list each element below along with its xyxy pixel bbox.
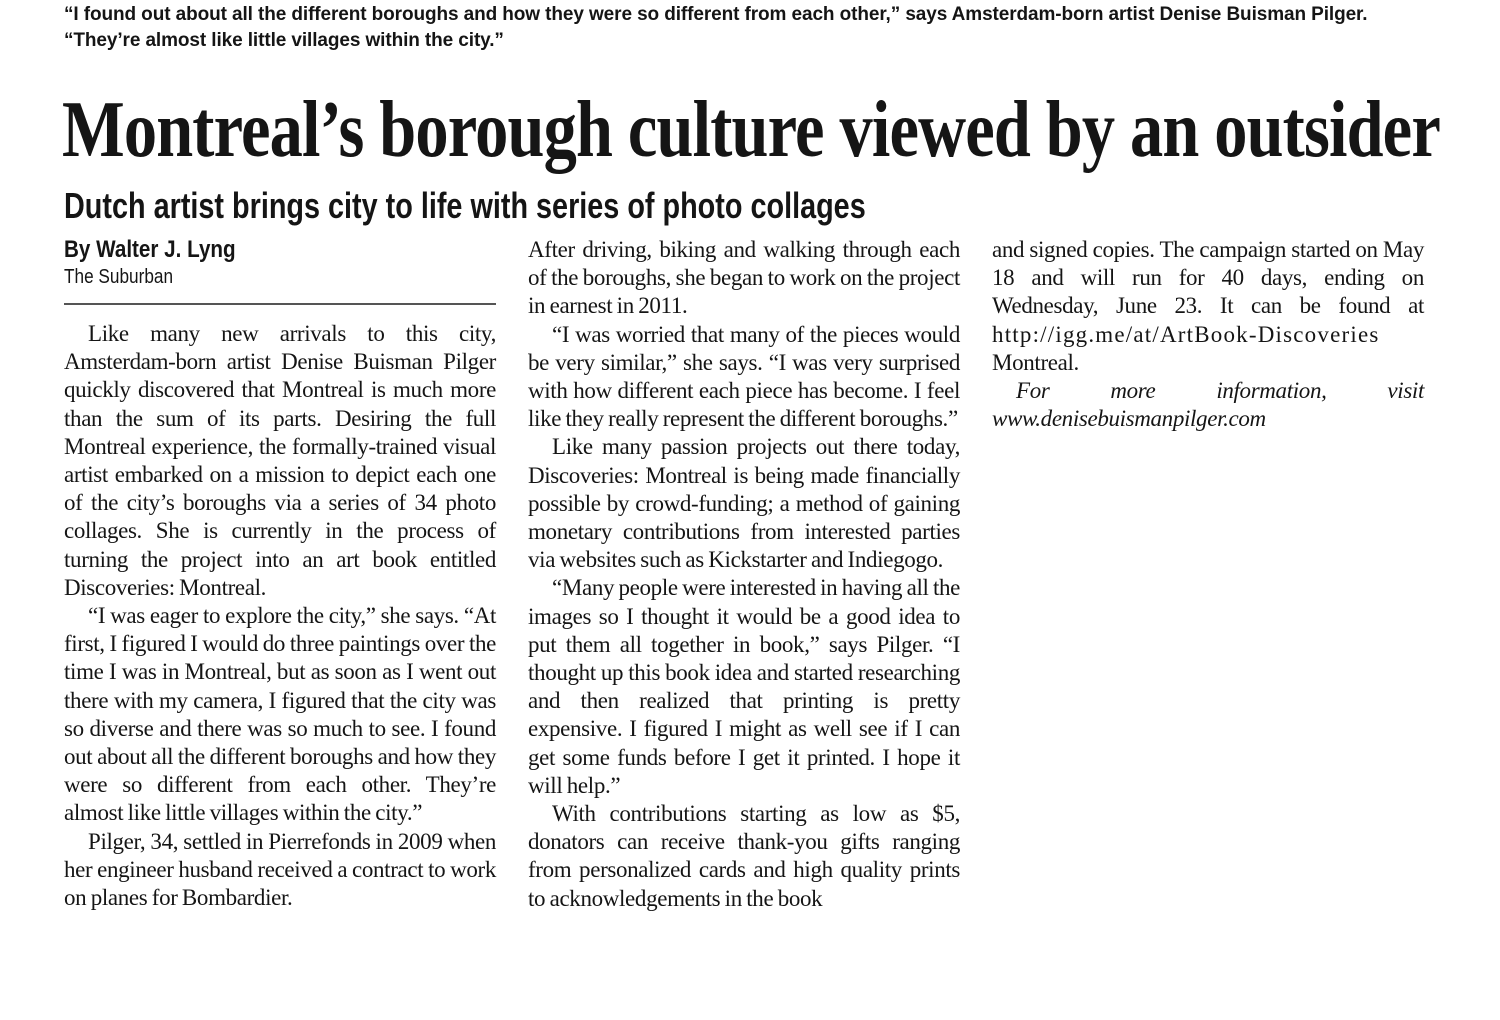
more-info-line: For more information, visit www.denisebuismanpilger.com <box>992 378 1424 432</box>
paragraph: “Many people were interested in having all the images so I thought it would be a good idea to put them all together in book,” says Pilger. “I thought up this book idea and started researching and then realized that printing is pretty expensive. I figured I might as well see if I can get some funds before I get it printed. I hope it will help.” <box>528 575 960 798</box>
paragraph: Like many passion projects out there today, Discoveries: Montreal is being made financially possible by crowd-funding; a method of gaining monetary contributions from interested parties via websites such as Kickstarter and Indiegogo. <box>528 434 960 573</box>
byline <box>64 236 496 290</box>
byline-publication: The Suburban <box>64 266 174 288</box>
paragraph: “I was eager to explore the city,” she says. “At first, I figured I would do three paintings over the time I was in Montreal, but as soon as I went out there with my camera, I figured that the city was so diverse and there was so much to see. I found out about all the different boroughs and how they were so different from each other. They’re almost like little villages within the city.” <box>64 603 496 826</box>
paragraph: After driving, biking and walking through each of the boroughs, she began to work on the project in earnest in 2011. <box>528 237 960 319</box>
headline: Montreal’s borough culture viewed by an outsider <box>62 86 1440 174</box>
paragraph: With contributions starting as low as $5, donators can receive thank-you gifts ranging from personalized cards and high quality prints to acknowledgements in the book <box>528 801 960 911</box>
campaign-url: http://igg.me/at/ArtBook-Discoveries <box>992 321 1380 347</box>
subheadline: Dutch artist brings city to life with series of photo collages <box>64 185 866 226</box>
byline-author: By Walter J. Lyng <box>64 236 236 263</box>
pull-quote: “I found out about all the different boroughs and how they were so different from each other,” says Amsterdam-born artist Denise Buisman Pilger. “They’re almost like little villages within the city.” <box>64 4 1368 51</box>
campaign-text-end: Montreal. <box>992 349 1079 375</box>
article-column-3 <box>992 236 1424 433</box>
paragraph: “I was worried that many of the pieces would be very similar,” she says. “I was very surprised with how different each piece has become. I feel like they really represent the different boroughs.” <box>528 321 960 432</box>
paragraph <box>992 236 1424 377</box>
byline-divider <box>64 303 496 305</box>
campaign-text: and signed copies. The campaign started on May 18 and will run for 40 days, ending on Wednesday, June 23. It can be found at <box>992 237 1424 319</box>
article-column-2 <box>528 236 960 913</box>
paragraph: Pilger, 34, settled in Pierrefonds in 2009 when her engineer husband received a contract to work on planes for Bombardier. <box>64 828 496 911</box>
paragraph: Like many new arrivals to this city, Amsterdam-born artist Denise Buisman Pilger quickly discovered that Montreal is much more than the sum of its parts. Desiring the full Montreal experience, the formally-trained visual artist embarked on a mission to depict each one of the city’s boroughs via a series of 34 photo collages. She is currently in the process of turning the project into an art book entitled Discoveries: Montreal. <box>64 321 496 600</box>
article-column-1 <box>64 320 496 912</box>
